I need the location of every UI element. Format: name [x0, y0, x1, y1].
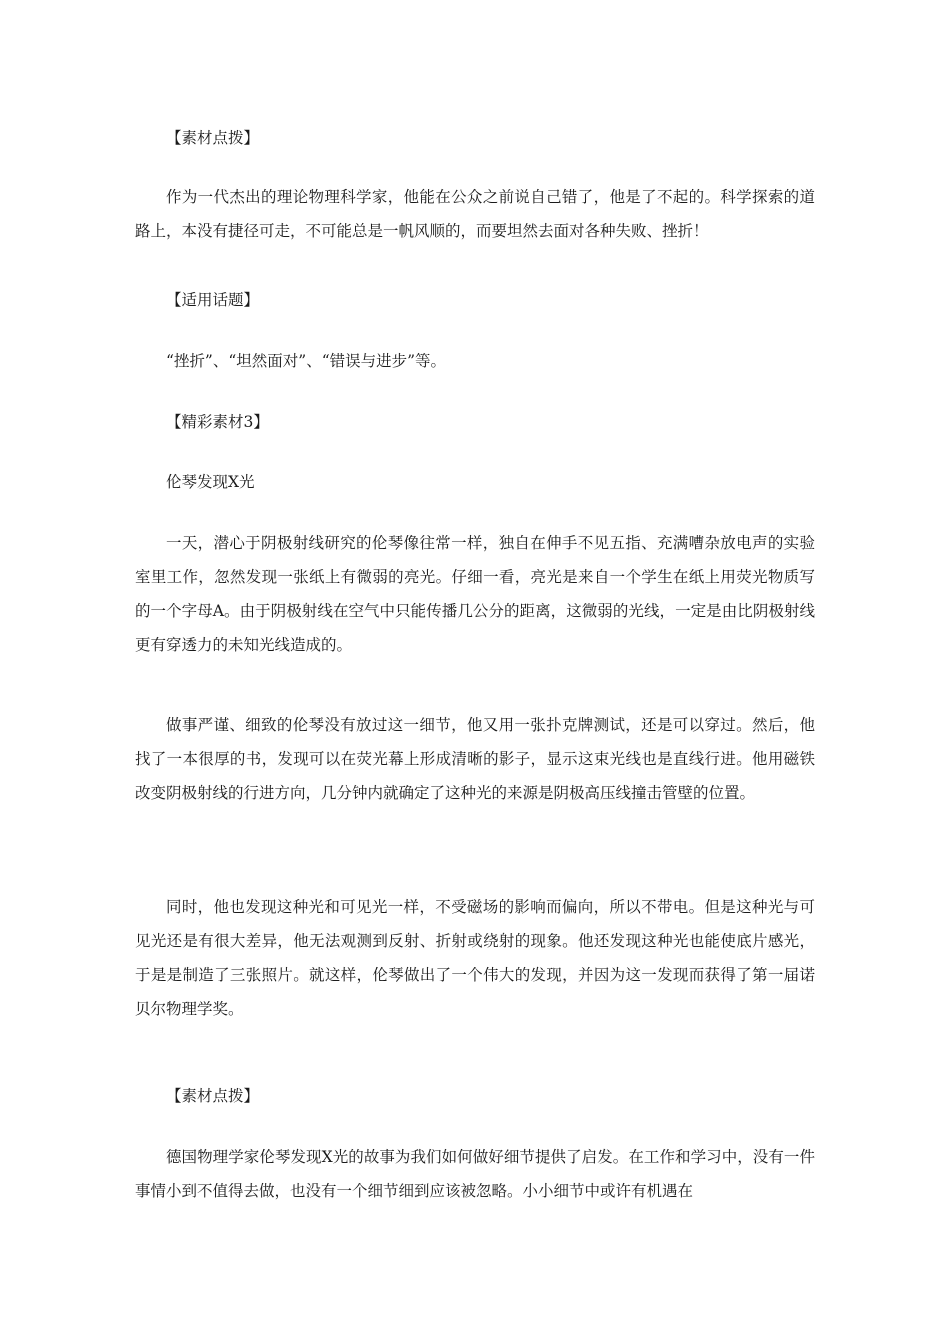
paragraph-story-3: 同时，他也发现这种光和可见光一样，不受磁场的影响而偏向，所以不带电。但是这种光与可见光还是有很大差异，他无法观测到反射、折射或绕射的现象。他还发现这种光也能使底片感光，于是是制造了三张照片。就这样，伦琴做出了一个伟大的发现，并因为这一发现而获得了第一届诺贝尔物理学奖。 — [135, 898, 815, 1018]
paragraph-story-2: 做事严谨、细致的伦琴没有放过这一细节，他又用一张扑克牌测试，还是可以穿过。然后，他找了一本很厚的书，发现可以在荧光幕上形成清晰的影子，显示这束光线也是直线行进。他用磁铁改变阴极射线的行进方向，几分钟内就确定了这种光的来源是阴极高压线撞击管壁的位置。 — [135, 716, 815, 802]
paragraph-story-1: 一天，潜心于阴极射线研究的伦琴像往常一样，独自在伸手不见五指、充满嘈杂放电声的实验室里工作，忽然发现一张纸上有微弱的亮光。仔细一看，亮光是来自一个学生在纸上用荧光物质写的一个字母A。由于阴极射线在空气中只能传播几公分的距离，这微弱的光线，一定是由比阴极射线更有穿透力的未知光线造成的。 — [135, 534, 815, 654]
section-label-material-3: 【精彩素材3】 — [166, 413, 269, 431]
story-title: 伦琴发现X光 — [166, 473, 255, 491]
paragraph-commentary-2: 德国物理学家伦琴发现X光的故事为我们如何做好细节提供了启发。在工作和学习中，没有一件事情小到不值得去做，也没有一个细节细到应该被忽略。小小细节中或许有机遇在 — [135, 1148, 815, 1200]
paragraph-commentary: 作为一代杰出的理论物理科学家，他能在公众之前说自己错了，他是了不起的。科学探索的道路上，本没有捷径可走，不可能总是一帆风顺的，而要坦然去面对各种失败、挫折！ — [135, 188, 815, 240]
paragraph-topics: “挫折”、“坦然面对”、“错误与进步”等。 — [166, 352, 447, 370]
section-label-material-hint: 【素材点拨】 — [166, 129, 260, 147]
section-label-topics: 【适用话题】 — [166, 291, 260, 309]
section-label-material-hint-2: 【素材点拨】 — [166, 1087, 260, 1105]
